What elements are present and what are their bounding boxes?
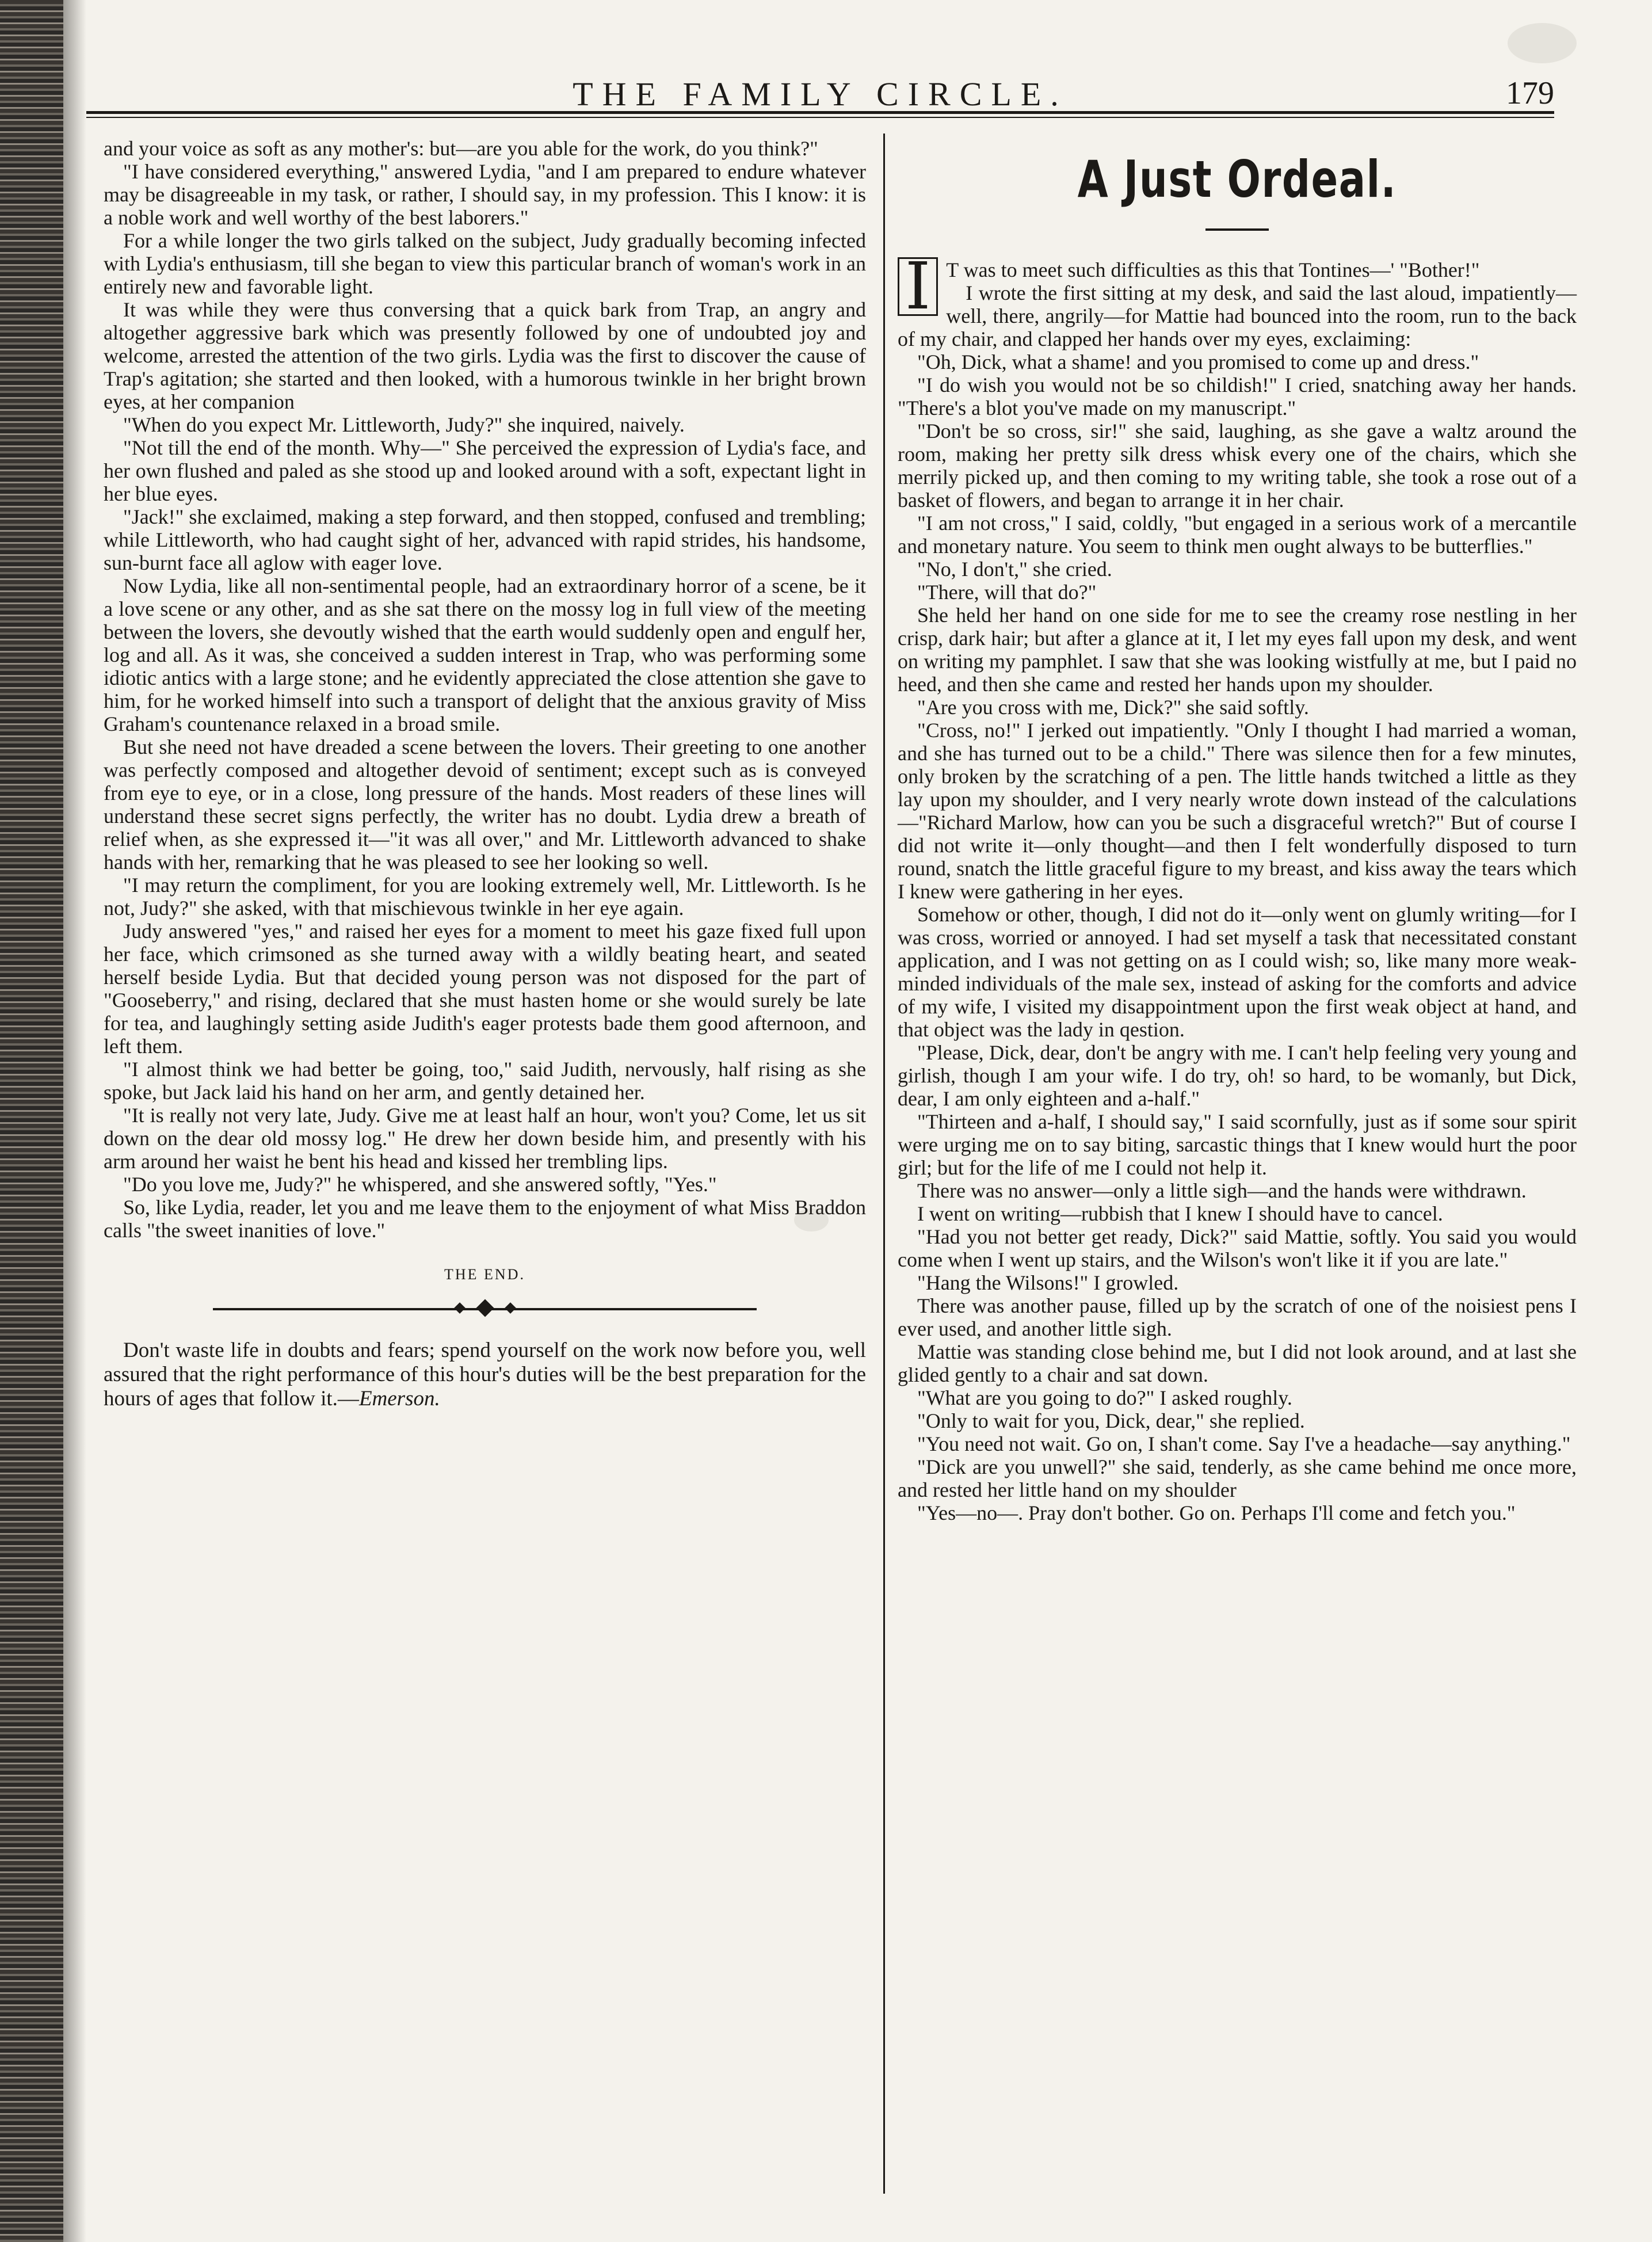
section-ornament [213,1301,757,1318]
story-paragraph: "There, will that do?" [917,581,1097,604]
story-paragraph: "Only to wait for you, Dick, dear," she replied. [917,1409,1305,1432]
story-paragraph: It was while they were thus conversing that a quick bark from Trap, an angry and altogether aggressive bark which was presently followed by one of undoubted joy and welcome, arrested the attention of the two girls. Lydia was the first to discover the cause of Trap's agitation; she started and then looked, with a humorous twinkle in her bright brown eyes, at her companion [104,298,866,413]
story-paragraph: "Don't be so cross, sir!" she said, laughing, as she gave a waltz around the room, making her pretty silk dress whisk every one of the chairs, which she merrily picked up, and then coming to my writing table, she took a rose out of a basket of flowers, and began to arrange it in her chair. [898,420,1577,512]
quote-body: Don't waste life in doubts and fears; spend yourself on the work now before you, well assured that the right performance of this hour's duties will be the best preparation for the hours of ages that follow it.— [104,1339,866,1410]
paper-stain [1508,23,1577,63]
quote-attribution: Emerson. [358,1387,440,1410]
story-paragraph: There was no answer—only a little sigh—and the hands were withdrawn. [917,1179,1527,1202]
story-paragraph: "What are you going to do?" I asked roughly. [917,1386,1292,1409]
left-column [104,137,866,1411]
story-paragraph: For a while longer the two girls talked on the subject, Judy gradually becoming infected with Lydia's enthusiasm, till she began to view this particular branch of woman's work in an entirely new and favorable light. [104,229,866,298]
story-paragraph: So, like Lydia, reader, let you and me leave them to the enjoyment of what Miss Braddon calls "the sweet inanities of love." [104,1196,866,1242]
story-paragraph: I wrote the first sitting at my desk, and said the last aloud, impatiently—well, there, angrily—for Mattie had bounced into the room, run to the back of my chair, and clapped her hands over my eyes, exclaiming: [898,281,1577,350]
story-paragraph: "Thirteen and a-half, I should say," I said scornfully, just as if some sour spirit were urging me on to say biting, sarcastic things that I knew would hurt the poor girl; but for the life of me I could not help it. [898,1110,1577,1179]
page-binding-edge [0,0,63,2242]
story-paragraph: "Yes—no—. Pray don't bother. Go on. Perhaps I'll come and fetch you." [917,1501,1516,1524]
story-paragraph: But she need not have dreaded a scene between the lovers. Their greeting to one another was perfectly composed and altogether devoid of sentiment; except such as is conveyed from eye to eye, or in a close, long pressure of the hands. Most readers of these lines will understand these secret signs perfectly, the writer has no doubt. Lydia drew a breath of relief when, as she expressed it—"it was all over," and Mr. Littleworth advanced to shake hands with her, remarking that he was pleased to see her looking so well. [104,735,866,874]
story-paragraph: "Oh, Dick, what a shame! and you promised to come up and dress." [917,350,1479,373]
page-header [86,69,1554,118]
quote-text [104,1339,866,1411]
running-title: THE FAMILY CIRCLE. [573,75,1068,113]
story-paragraph: "I almost think we had better be going, too," said Judith, nervously, half rising as she spoke, but Jack laid his hand on her arm, and gently detained her. [104,1058,866,1104]
emerson-quote [104,1339,866,1411]
story-paragraph: "Do you love me, Judy?" he whispered, and she answered softly, "Yes." [123,1173,717,1196]
story-paragraph: "When do you expect Mr. Littleworth, Judy?" she inquired, naively. [123,413,685,436]
title-dash [1205,228,1269,231]
story-paragraph: T was to meet such difficulties as this that Tontines—' "Bother!" [946,258,1480,281]
story-paragraph: "Hang the Wilsons!" I growled. [917,1271,1179,1294]
story-paragraph: "It is really not very late, Judy. Give me at least half an hour, won't you? Come, let us sit down on the dear old mossy log." He drew her down beside him, and presently with his arm around her waist he bent his head and kissed her trembling lips. [104,1104,866,1173]
story-paragraph: "No, I don't," she cried. [917,558,1112,581]
story-paragraph: "Not till the end of the month. Why—" She perceived the expression of Lydia's face, and her own flushed and paled as she stood up and looked around with a soft, expectant light in her blue eyes. [104,436,866,505]
story-paragraph: Mattie was standing close behind me, but I did not look around, and at last she glided gently to a chair and sat down. [898,1340,1577,1386]
story-paragraph: Judy answered "yes," and raised her eyes for a moment to meet his gaze fixed full upon her face, which crimsoned as she turned away with a wildly beating heart, and seated herself beside Lydia. But that decided young person was not disposed for the part of "Gooseberry," and rising, declared that she must hasten home or she would surely be late for tea, and laughingly setting aside Judith's eager protests bade them good afternoon, and left them. [104,920,866,1058]
story-paragraph: "Dick are you unwell?" she said, tenderly, as she came behind me once more, and rested her little hand on my shoulder [898,1455,1577,1501]
story-paragraph: "Had you not better get ready, Dick?" said Mattie, softly. You said you would come when I went up stairs, and the Wilson's won't like it if you are late." [898,1225,1577,1271]
right-column [898,137,1577,1524]
story-paragraph: "I am not cross," I said, coldly, "but engaged in a serious work of a mercantile and monetary nature. You seem to think men ought always to be butterflies." [898,512,1577,558]
paper-stain [794,1208,829,1231]
story-paragraph: Now Lydia, like all non-sentimental people, had an extraordinary horror of a scene, be it a love scene or any other, and as she sat there on the mossy log in full view of the meeting between the lovers, she devoutly wished that the earth would suddenly open and engulf her, log and all. As it was, she conceived a sudden interest in Trap, who was performing some idiotic antics with a large stone; and he evidently appreciated the close attention she gave to him, for he worked himself into such a transport of delight that the anxious gravity of Miss Graham's countenance relaxed in a broad smile. [104,574,866,735]
story-paragraph: "Cross, no!" I jerked out impatiently. "Only I thought I had married a woman, and she has turned out to be a child." There was silence then for a few minutes, only broken by the scratching of a pen. The little hands twitched a little as they lay upon my shoulder, and I very nearly wrote down instead of the calculations—"Richard Marlow, how can you be such a disgraceful wretch?" But of course I did not write it—only thought—and then I felt wonderfully disposed to turn round, snatch the little graceful figure to my breast, and kiss away the tears which I knew were gathering in her eyes. [898,719,1577,903]
story-paragraph: "Are you cross with me, Dick?" she said softly. [917,696,1309,719]
drop-cap: I [898,257,938,316]
story-paragraph: "I do wish you would not be so childish!" I cried, snatching away her hands. "There's a blot you've made on my manuscript." [898,373,1577,420]
header-rule [86,111,1554,118]
story-paragraph: "You need not wait. Go on, I shan't come. Say I've a headache—say anything." [917,1432,1571,1455]
story-paragraph: "Please, Dick, dear, don't be angry with me. I can't help feeling very young and girlish, though I am your wife. I do try, oh! so hard, to be womanly, but Dick, dear, I am only eighteen and a-half." [898,1041,1577,1110]
story-paragraph: There was another pause, filled up by the scratch of one of the noisiest pens I ever used, and another little sigh. [898,1294,1577,1340]
story-title: A Just Ordeal. [1077,150,1397,209]
page-number: 179 [1506,75,1554,111]
story-paragraph: "I have considered everything," answered Lydia, "and I am prepared to endure whatever may be disagreeable in my task, or rather, I should say, in my profession. This I know: it is a noble work and well worthy of the best laborers." [104,160,866,229]
column-divider [883,134,885,2194]
story-paragraph: She held her hand on one side for me to see the creamy rose nestling in her crisp, dark hair; but after a glance at it, I let my eyes fall upon my desk, and went on writing my pamphlet. I saw that she was looking wistfully at me, but I paid no heed, and then she came and rested her hands upon my shoulder. [898,604,1577,696]
story-paragraph: I went on writing—rubbish that I knew I should have to cancel. [917,1202,1443,1225]
story-paragraph: Somehow or other, though, I did not do it—only went on glumly writing—for I was cross, worried or annoyed. I had set myself a task that necessitated constant application, and I was not getting on as I could wish; so, like many more weak-minded individuals of the male sex, instead of asking for the comforts and advice of my wife, I visited my disappointment upon the first weak object at hand, and that object was the lady in qestion. [898,903,1577,1041]
story-paragraph: and your voice as soft as any mother's: but—are you able for the work, do you think?" [104,137,818,160]
the-end-label: THE END. [444,1266,525,1283]
story-paragraph: "Jack!" she exclaimed, making a step forward, and then stopped, confused and trembling; while Littleworth, who had caught sight of her, advanced with rapid strides, his handsome, sun-burnt face all aglow with eager love. [104,505,866,574]
story-paragraph: "I may return the compliment, for you are looking extremely well, Mr. Littleworth. Is he not, Judy?" she asked, with that mischievous twinkle in her eye again. [104,874,866,920]
